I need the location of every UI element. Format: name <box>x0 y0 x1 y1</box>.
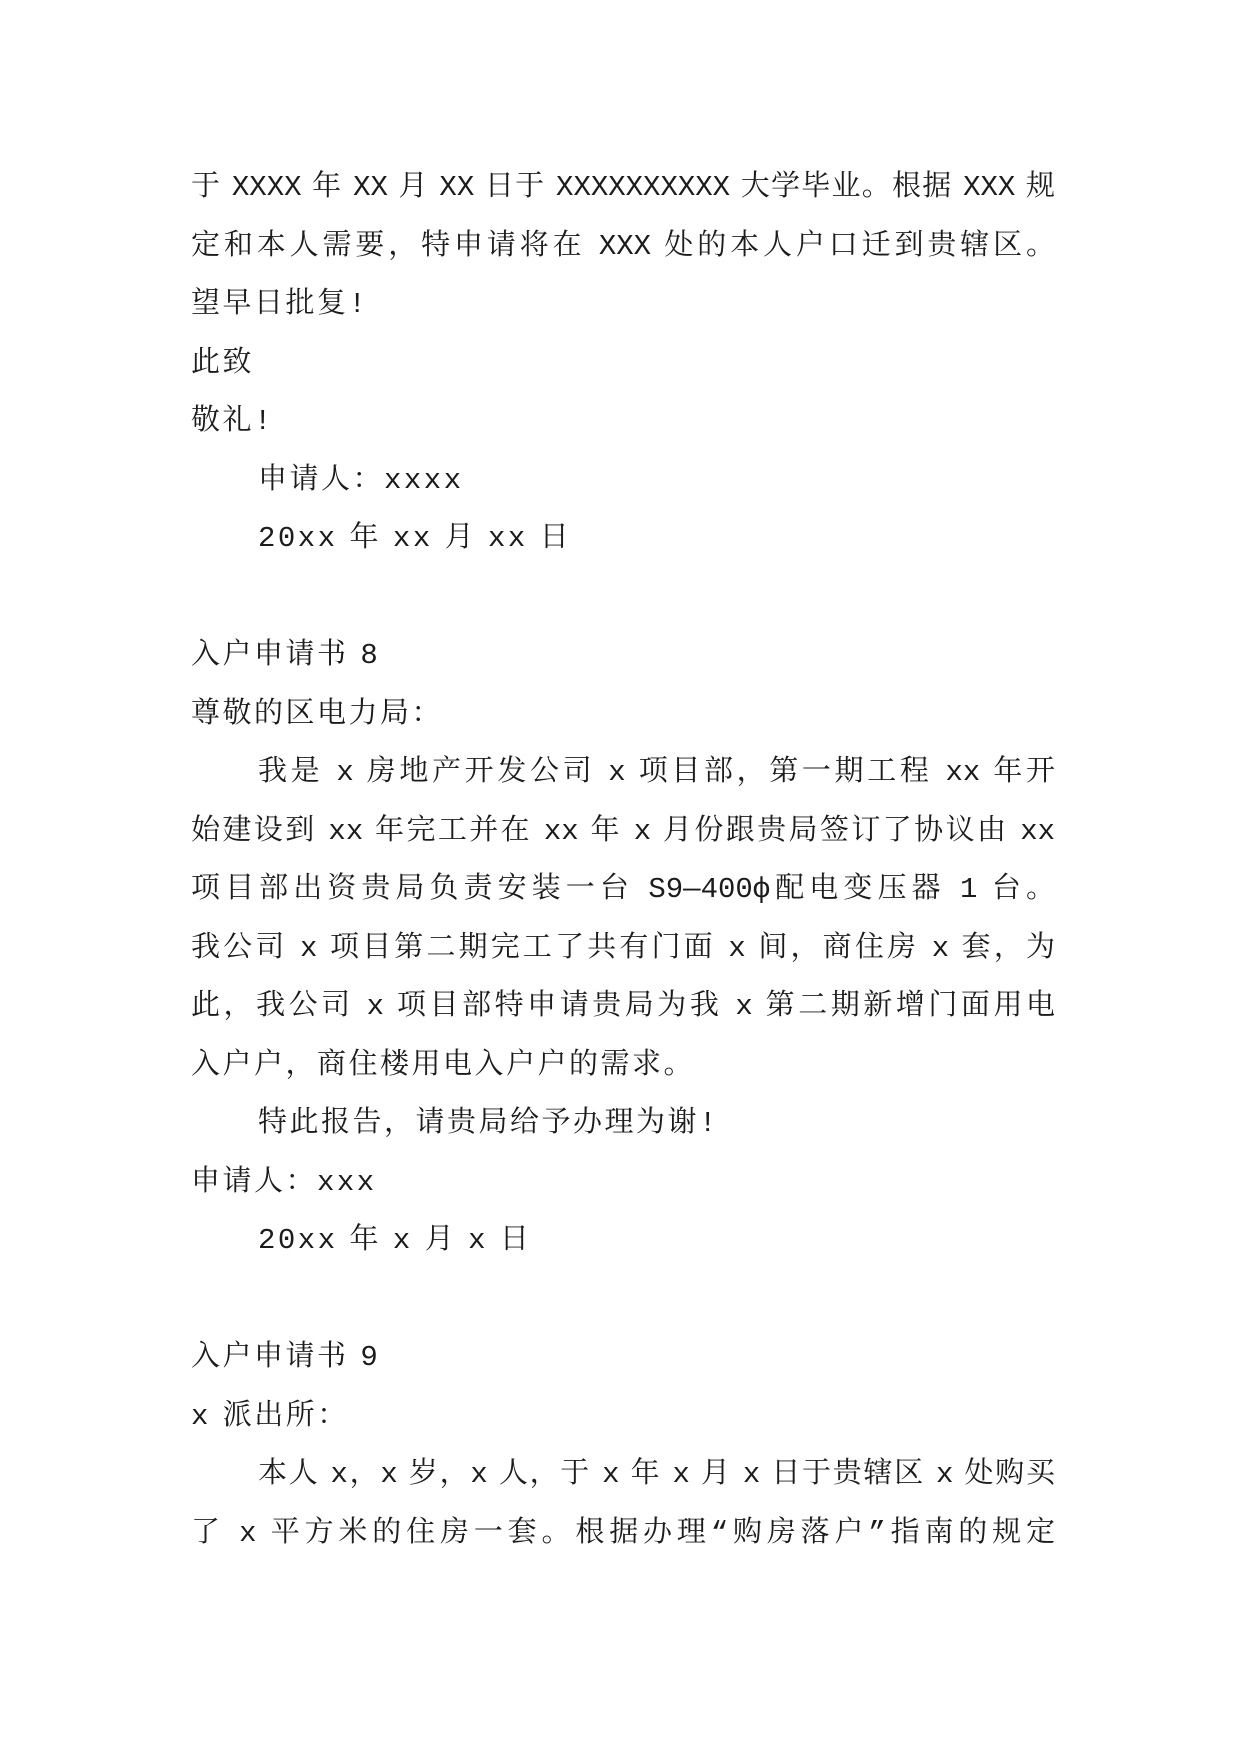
signature-applicant: 申请人：xxxx <box>258 463 464 497</box>
closing-line: 此致 <box>191 346 255 380</box>
request-line: 特此报告，请贵局给予办理为谢! <box>258 1107 719 1140</box>
letter-8 <box>191 627 1055 1271</box>
letter-9 <box>191 1329 1055 1563</box>
salutation: x 派出所： <box>191 1399 349 1433</box>
body-line: 本人 x，x 岁，x 人，于 x 年 x 月 x 日于贵辖区 x 处购买 <box>258 1458 1055 1491</box>
body-line: 望早日批复! <box>191 288 369 321</box>
section-title: 入户申请书 9 <box>191 1341 381 1374</box>
body-line: 定和本人需要，特申请将在 XXX 处的本人户口迁到贵辖区。 <box>191 229 1055 263</box>
closing-line: 敬礼! <box>191 405 274 438</box>
body-line: 了 x 平方米的住房一套。根据办理“购房落户”指南的规定 <box>191 1516 1055 1550</box>
body-line: 此，我公司 x 项目部特申请贵局为我 x 第二期新增门面用电 <box>191 990 1055 1023</box>
body-line: 于 XXXX 年 XX 月 XX 日于 XXXXXXXXXX 大学毕业。根据 XXX 规 <box>191 171 1055 204</box>
salutation: 尊敬的区电力局： <box>191 697 444 731</box>
signature-date: 20xx 年 x 月 x 日 <box>258 1224 532 1257</box>
body-line: 我公司 x 项目第二期完工了共有门面 x 间，商住房 x 套，为 <box>191 931 1055 965</box>
signature-date: 20xx 年 xx 月 xx 日 <box>258 522 572 555</box>
letter-continuation <box>191 159 1055 569</box>
section-title: 入户申请书 8 <box>191 639 381 672</box>
body-line: 入户户，商住楼用电入户户的需求。 <box>191 1048 696 1082</box>
blank-line <box>191 569 1055 628</box>
body-line: 始建设到 xx 年完工并在 xx 年 x 月份跟贵局签订了协议由 xx <box>191 814 1055 848</box>
body-line: 项目部出资贵局负责安装一台 S9—400ф配电变压器 1 台。 <box>191 873 1055 906</box>
signature-applicant: 申请人：xxx <box>191 1165 377 1199</box>
document-page <box>191 159 1055 1563</box>
body-line: 我是 x 房地产开发公司 x 项目部，第一期工程 xx 年开 <box>258 756 1055 789</box>
blank-line <box>191 1271 1055 1330</box>
